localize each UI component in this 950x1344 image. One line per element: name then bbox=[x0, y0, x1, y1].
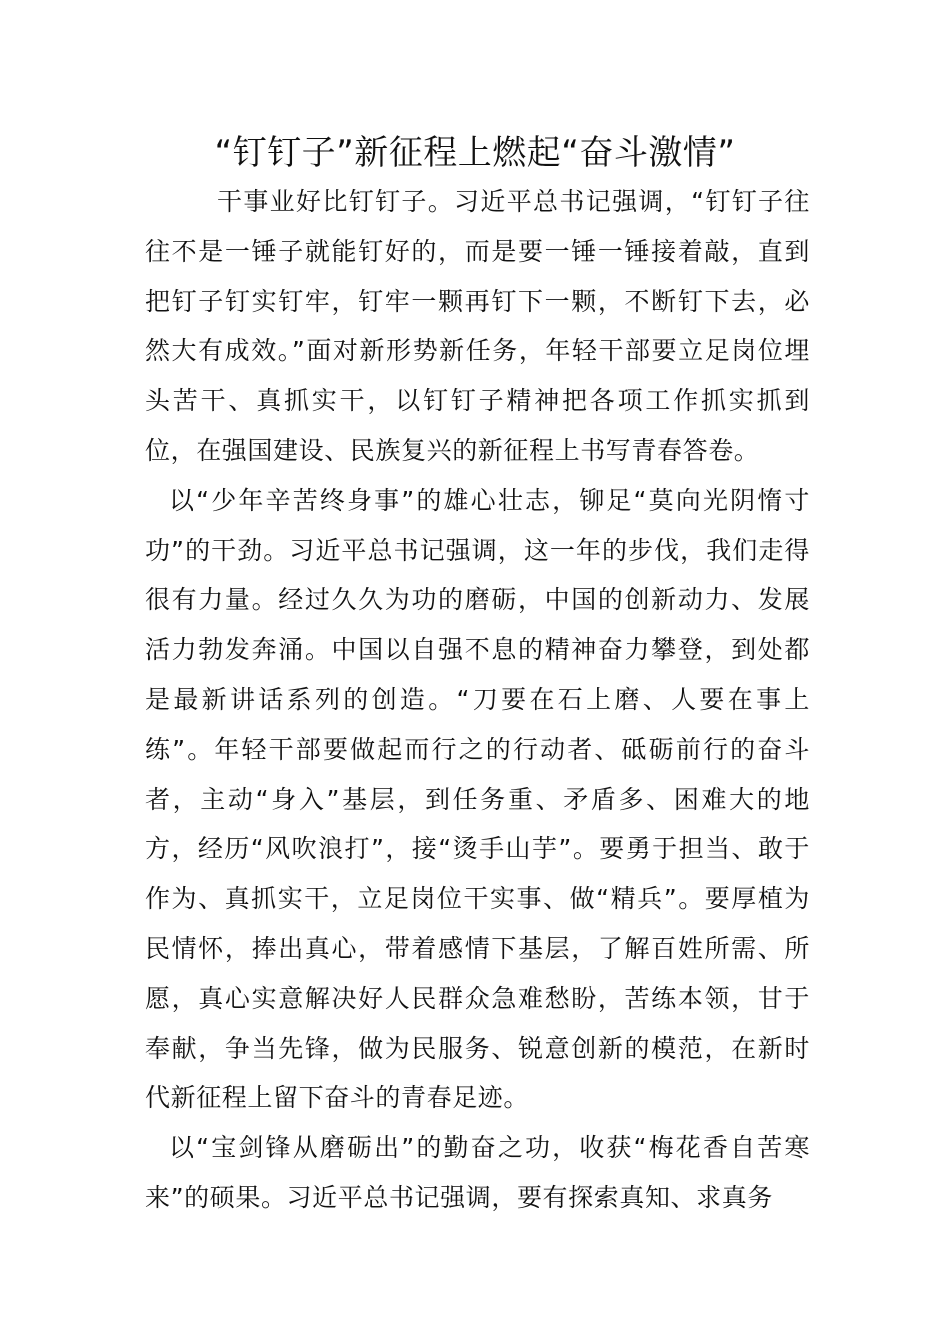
document-title: “钉钉子”新征程上燃起“奋斗激情” bbox=[214, 133, 736, 173]
paragraph-3: 以“宝剑锋从磨砺出”的勤奋之功，收获“梅花香自苦寒来”的硕果。习近平总书记强调，要有探索真知、求真务 bbox=[145, 1133, 810, 1212]
paragraph-2: 以“少年辛苦终身事”的雄心壮志，铆足“莫向光阴惰寸功”的干劲。习近平总书记强调，这一年的步伐，我们走得很有力量。经过久久为功的磨砺，中国的创新动力、发展活力勃发奔涌。中国以自强不息的精神奋力攀登，到处都是最新讲话系列的创造。“刀要在石上磨、人要在事上练”。年轻干部要做起而行之的行动者、砥砺前行的奋斗者，主动“身入”基层，到任务重、矛盾多、困难大的地方，经历“风吹浪打”，接“烫手山芋”。要勇于担当、敢于作为、真抓实干，立足岗位干实事、做“精兵”。要厚植为民情怀，捧出真心，带着感情下基层，了解百姓所需、所愿，真心实意解决好人民群众急难愁盼，苦练本领，甘于奉献，争当先锋，做为民服务、锐意创新的模范，在新时代新征程上留下奋斗的青春足迹。 bbox=[145, 485, 810, 1113]
document-body bbox=[145, 177, 810, 1223]
paragraph-1: 干事业好比钉钉子。习近平总书记强调，“钉钉子往往不是一锤子就能钉好的，而是要一锤一锤接着敲，直到把钉子钉实钉牢，钉牢一颗再钉下一颗，不断钉下去，必然大有成效。”面对新形势新任务，年轻干部要立足岗位埋头苦干、真抓实干，以钉钉子精神把各项工作抓实抓到位，在强国建设、民族复兴的新征程上书写青春答卷。 bbox=[145, 187, 810, 465]
